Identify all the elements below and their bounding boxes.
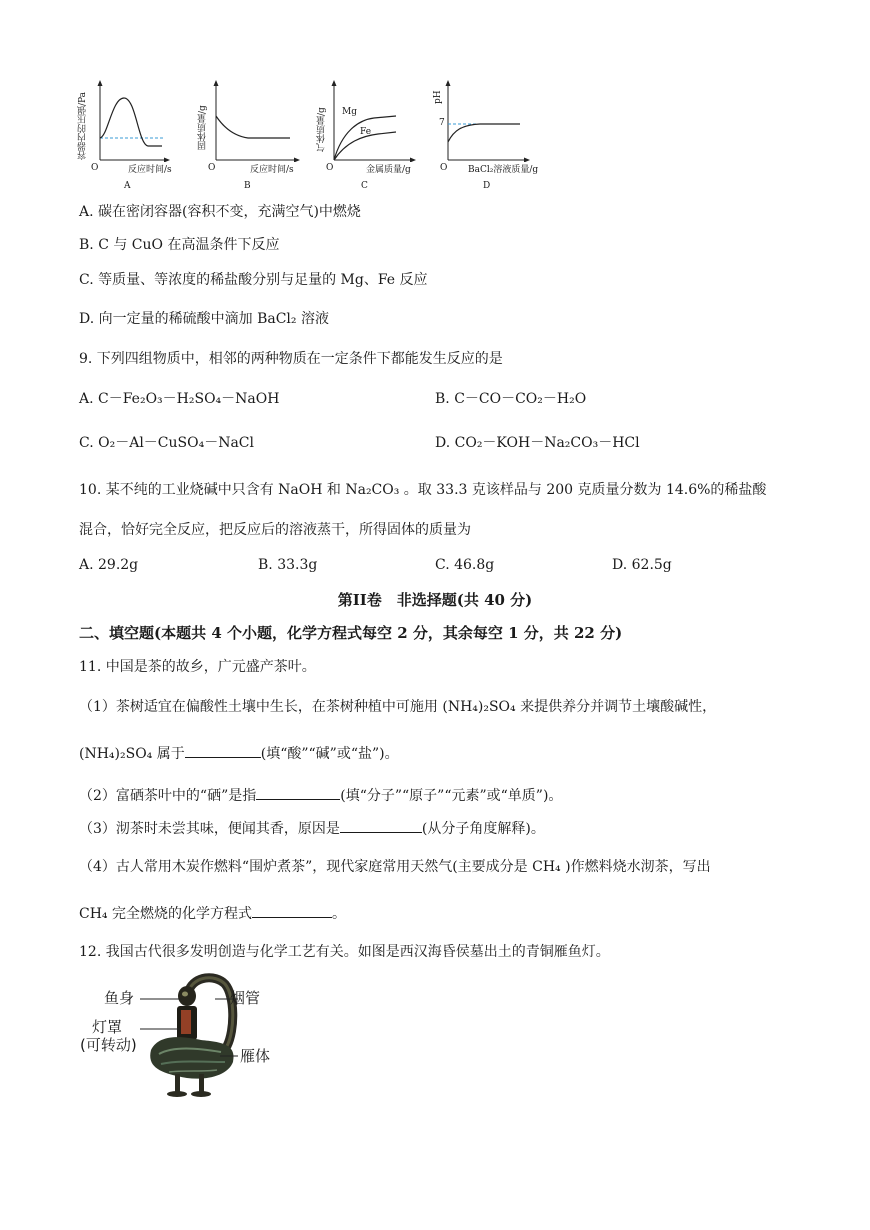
- graph-c-origin: O: [326, 163, 334, 173]
- graph-c-label-mg: Mg: [342, 107, 357, 117]
- q11-answer-blank-2[interactable]: [256, 787, 340, 800]
- q11-part1-prefix: (NH₄)₂SO₄ 属于: [79, 746, 185, 762]
- q11-part1-line1: （1）茶树适宜在偏酸性土壤中生长，在茶树种植中可施用 (NH₄)₂SO₄ 来提供养分并调节土壤酸碱性，: [79, 699, 717, 715]
- graph-a-letter: A: [124, 181, 131, 191]
- lamp-label-chimney: 烟管: [230, 989, 261, 1007]
- q11-part1-line2: [79, 745, 399, 761]
- graph-d-origin: O: [440, 163, 448, 173]
- lamp-label-shade-note: (可转动): [80, 1036, 137, 1054]
- graph-a-origin: O: [91, 163, 99, 173]
- q10-option-b: B. 33.3g: [258, 557, 318, 573]
- graph-d-tick-7: 7: [439, 118, 445, 128]
- q11-part1-suffix: (填“酸”“碱”或“盐”)。: [260, 746, 399, 762]
- lamp-label-fish: 鱼身: [104, 989, 135, 1007]
- q11-answer-blank-4[interactable]: [252, 905, 332, 918]
- q10-option-a: A. 29.2g: [79, 557, 139, 573]
- graph-b-plot: [208, 78, 300, 162]
- q9-option-a: A. C－Fe₂O₃－H₂SO₄－NaOH: [79, 391, 280, 407]
- q9-option-d: D. CO₂－KOH－Na₂CO₃－HCl: [435, 435, 640, 451]
- q11-answer-blank-1[interactable]: [185, 745, 261, 758]
- graph-a-plot: [90, 78, 170, 162]
- lamp-label-body: 雁体: [240, 1047, 271, 1065]
- q8-option-b: B. C 与 CuO 在高温条件下反应: [79, 237, 280, 253]
- q11-part3-suffix: (从分子角度解释)。: [421, 821, 545, 837]
- q10-option-d: D. 62.5g: [612, 557, 672, 573]
- q11-part4-line2: [79, 905, 346, 921]
- section2-heading: 二、填空题(本题共 4 个小题，化学方程式每空 2 分，其余每空 1 分，共 22 分): [79, 624, 623, 642]
- graph-c-curve-mg: [334, 116, 396, 160]
- graph-d-ylabel: pH: [433, 90, 443, 104]
- q11-stem: 11. 中国是茶的故乡，广元盛产茶叶。: [79, 659, 316, 675]
- graph-c-ylabel: 气体质量/g: [317, 107, 327, 152]
- q11-part4-suffix: 。: [331, 906, 346, 922]
- q8-option-c: C. 等质量、等浓度的稀盐酸分别与足量的 Mg、Fe 反应: [79, 272, 428, 288]
- q8-option-d: D. 向一定量的稀硫酸中滴加 BaCl₂ 溶液: [79, 311, 329, 327]
- graph-c-letter: C: [361, 181, 368, 191]
- graph-d-xlabel: BaCl₂溶液质量/g: [468, 165, 539, 175]
- q11-part3-prefix: （3）沏茶时未尝其味，便闻其香，原因是: [79, 821, 340, 837]
- q11-part2-prefix: （2）富硒茶叶中的“硒”是指: [79, 788, 257, 804]
- q9-option-b: B. C－CO－CO₂－H₂O: [435, 391, 587, 407]
- graph-a-ylabel: 容器内的压强/Pa: [78, 91, 88, 160]
- q10-line2: 混合，恰好完全反应，把反应后的溶液蒸干，所得固体的质量为: [79, 522, 471, 538]
- q9-option-c: C. O₂－Al－CuSO₄－NaCl: [79, 435, 254, 451]
- q11-answer-blank-3[interactable]: [340, 820, 422, 833]
- q11-part3: [79, 820, 545, 836]
- graph-a-curve: [100, 98, 162, 146]
- q11-part4-line1: （4）古人常用木炭作燃料“围炉煮茶”，现代家庭常用天然气(主要成分是 CH₄ )作燃料烧水沏茶，写出: [79, 859, 711, 875]
- q10-line1: 10. 某不纯的工业烧碱中只含有 NaOH 和 Na₂CO₃ 。取 33.3 克该样品与 200 克质量分数为 14.6%的稀盐酸: [79, 482, 767, 498]
- lamp-label-shade: 灯罩: [92, 1018, 123, 1036]
- graph-c-label-fe: Fe: [360, 127, 372, 137]
- q10-option-c: C. 46.8g: [435, 557, 495, 573]
- q11-part4-prefix: CH₄ 完全燃烧的化学方程式: [79, 906, 252, 922]
- q9-stem: 9. 下列四组物质中，相邻的两种物质在一定条件下都能发生反应的是: [79, 351, 503, 367]
- graph-d-letter: D: [483, 181, 491, 191]
- q8-option-a: A. 碳在密闭容器(容积不变，充满空气)中燃烧: [79, 204, 361, 220]
- graph-a-xlabel: 反应时间/s: [128, 165, 172, 175]
- graph-d-curve: [448, 124, 520, 142]
- graph-c-xlabel: 金属质量/g: [366, 165, 411, 175]
- graph-b-curve: [216, 116, 290, 138]
- graph-b-xlabel: 反应时间/s: [250, 165, 294, 175]
- graph-b-ylabel: 固体质量/g: [198, 105, 208, 150]
- graph-b-origin: O: [208, 163, 216, 173]
- section2-title: 第II卷 非选择题(共 40 分): [337, 591, 533, 609]
- graph-b-letter: B: [244, 181, 251, 191]
- q11-part2: [79, 787, 562, 803]
- q11-part2-suffix: (填“分子”“原子”“元素”或“单质”)。: [340, 788, 563, 804]
- graph-c-plot: [326, 78, 416, 162]
- graph-a-xarrow: [164, 158, 170, 163]
- q12-stem: 12. 我国古代很多发明创造与化学工艺有关。如图是西汉海昏侯墓出土的青铜雁鱼灯。: [79, 944, 610, 960]
- graph-a-yarrow: [98, 80, 103, 86]
- graph-d-plot: [440, 78, 530, 162]
